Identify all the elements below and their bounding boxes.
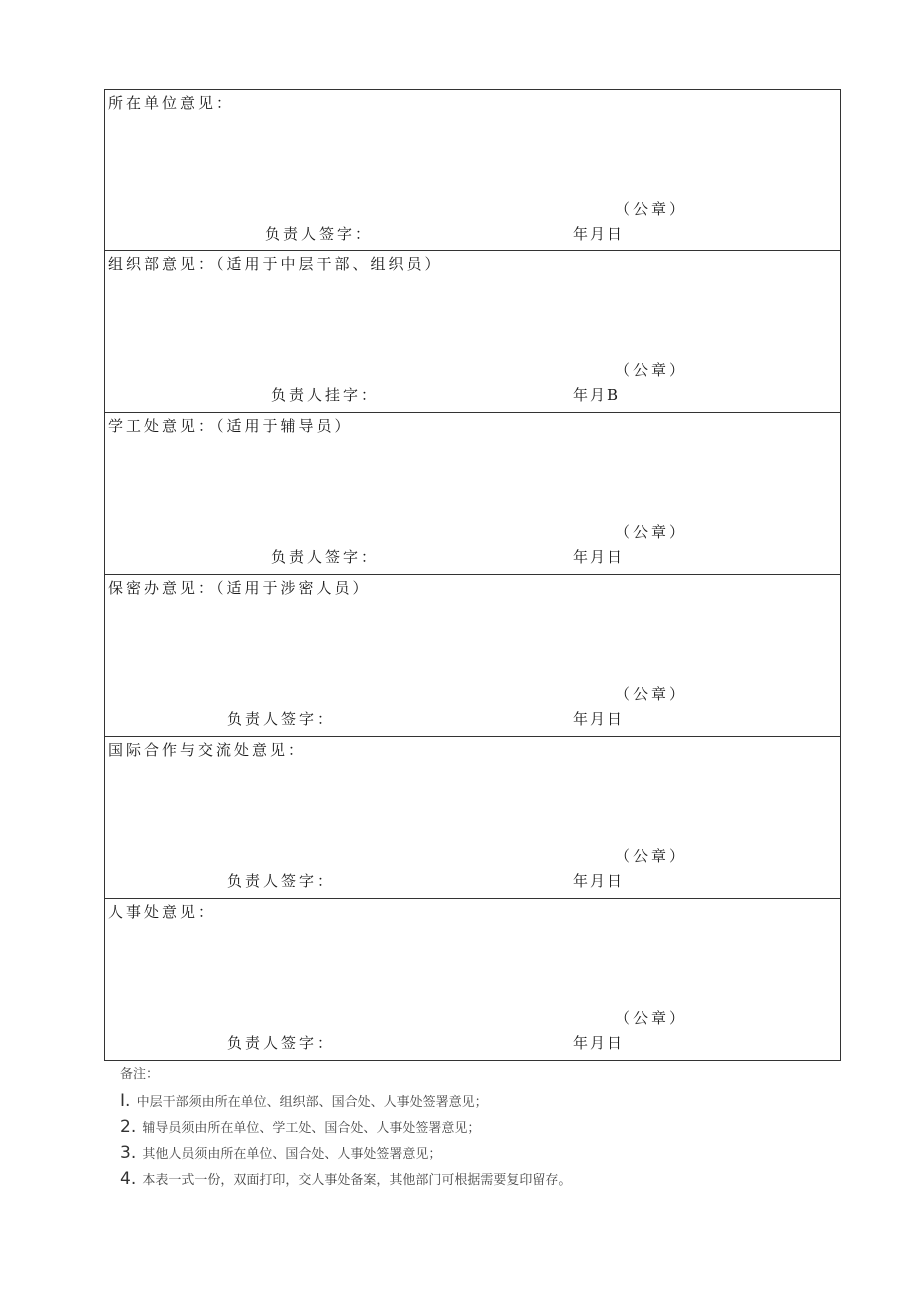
section-heading: 学工处意见：（适用于辅导员）: [108, 417, 353, 435]
date-label: 年月日: [573, 872, 625, 890]
note-item: [120, 1140, 571, 1166]
section-heading: 组织部意见：（适用于中层干部、组织员）: [108, 255, 443, 273]
signature-label: 负责人签字：: [227, 1034, 336, 1052]
signature-label: 负责人挂字：: [271, 386, 380, 404]
note-number: 4.: [120, 1169, 137, 1189]
note-number: 2.: [120, 1117, 137, 1137]
section-international-office-opinion: [105, 736, 840, 898]
date-label: 年月日: [573, 1034, 625, 1052]
official-seal-label: （公章）: [615, 361, 688, 379]
signature-label: 负责人签字：: [265, 225, 374, 243]
section-heading: 国际合作与交流处意见：: [108, 741, 307, 759]
section-heading: 所在单位意见：: [108, 94, 235, 112]
section-organization-dept-opinion: [105, 250, 840, 412]
note-item: [120, 1088, 571, 1114]
note-item: [120, 1114, 571, 1140]
notes-block: [120, 1063, 571, 1192]
note-text: 其他人员须由所在单位、国合处、人事处签署意见；: [142, 1147, 442, 1162]
section-unit-opinion: [105, 90, 840, 250]
signature-label: 负责人签字：: [227, 710, 336, 728]
date-label: 年月日: [573, 548, 625, 566]
section-heading: 保密办意见：（适用于涉密人员）: [108, 579, 371, 597]
section-student-affairs-opinion: [105, 412, 840, 574]
official-seal-label: （公章）: [615, 523, 688, 541]
note-number: I.: [120, 1091, 131, 1111]
date-label: 年月B: [573, 386, 621, 404]
section-hr-office-opinion: [105, 898, 840, 1060]
official-seal-label: （公章）: [615, 1009, 688, 1027]
date-label: 年月日: [573, 710, 625, 728]
note-text: 辅导员须由所在单位、学工处、国合处、人事处签署意见；: [142, 1121, 481, 1136]
note-text: 本表一式一份，双面打印，交人事处备案，其他部门可根据需要复印留存。: [142, 1173, 572, 1188]
approval-form-table: [104, 89, 841, 1061]
official-seal-label: （公章）: [615, 847, 688, 865]
date-label: 年月日: [573, 225, 625, 243]
section-confidentiality-office-opinion: [105, 574, 840, 736]
official-seal-label: （公章）: [615, 200, 688, 218]
note-text: 中层干部须由所在单位、组织部、国合处、人事处签署意见；: [136, 1095, 488, 1110]
note-number: 3.: [120, 1143, 137, 1163]
notes-label: 备注：: [120, 1067, 160, 1082]
note-item: [120, 1166, 571, 1192]
official-seal-label: （公章）: [615, 685, 688, 703]
signature-label: 负责人签字：: [227, 872, 336, 890]
signature-label: 负责人签字：: [271, 548, 380, 566]
section-heading: 人事处意见：: [108, 903, 217, 921]
